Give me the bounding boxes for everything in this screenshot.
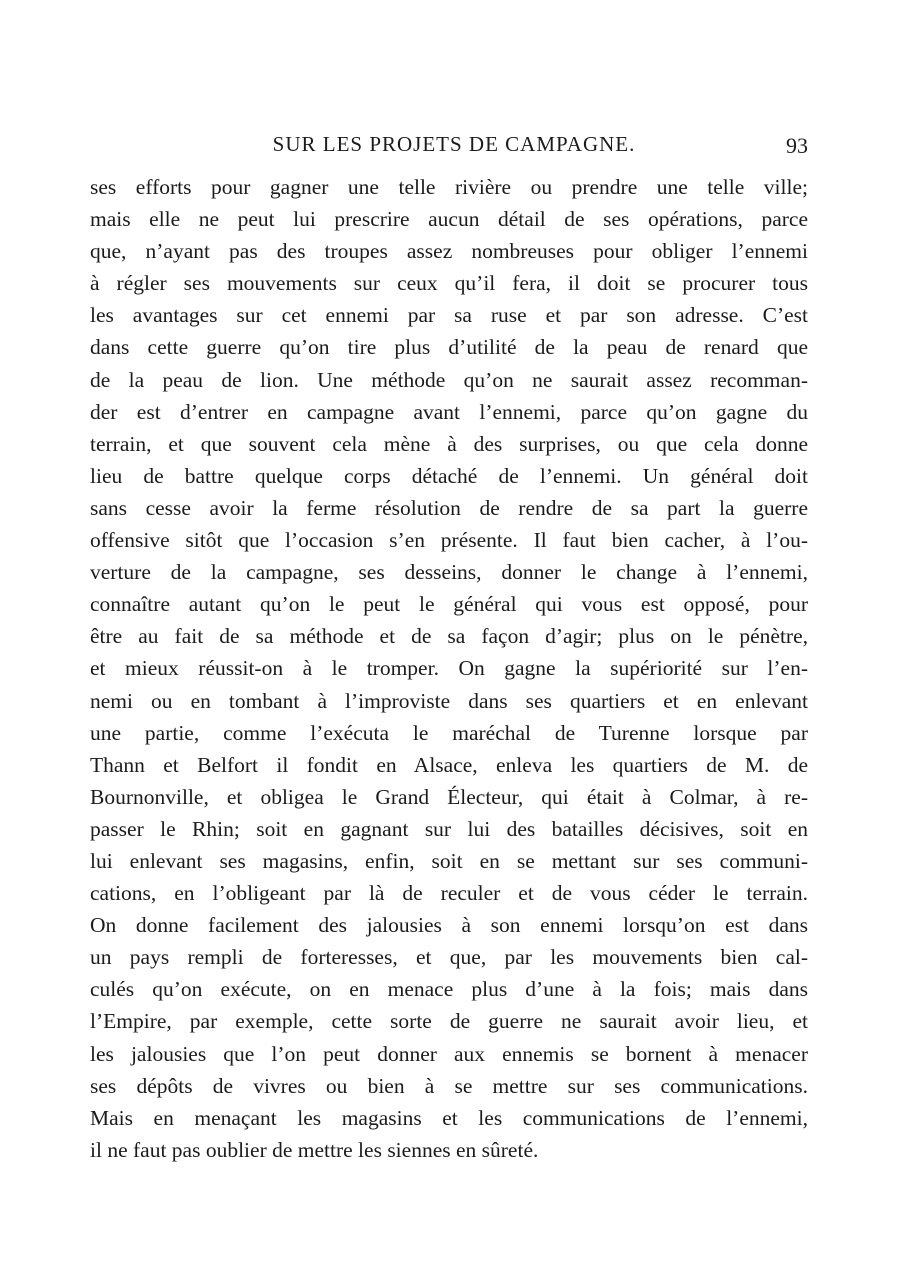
text-line: les jalousies que l’on peut donner aux ennemis se bornent à menacer bbox=[90, 1041, 808, 1066]
text-line: terrain, et que souvent cela mène à des surprises, ou que cela donne bbox=[90, 431, 808, 456]
body-text bbox=[90, 171, 808, 1166]
text-line: lieu de battre quelque corps détaché de l’ennemi. Un général doit bbox=[90, 463, 808, 488]
text-line: que, n’ayant pas des troupes assez nombreuses pour obliger l’ennemi bbox=[90, 239, 808, 264]
text-line: cations, en l’obligeant par là de reculer et de vous céder le terrain. bbox=[90, 881, 808, 906]
text-line: offensive sitôt que l’occasion s’en présente. Il faut bien cacher, à l’ou- bbox=[90, 528, 808, 553]
text-line: lui enlevant ses magasins, enfin, soit en se mettant sur ses communi- bbox=[90, 848, 808, 873]
text-line: verture de la campagne, ses desseins, donner le change à l’ennemi, bbox=[90, 560, 808, 585]
text-line: les avantages sur cet ennemi par sa ruse et par son adresse. C’est bbox=[90, 303, 808, 328]
text-line: et mieux réussit-on à le tromper. On gagne la supériorité sur l’en- bbox=[90, 656, 808, 681]
text-line: ses efforts pour gagner une telle rivière ou prendre une telle ville; bbox=[90, 175, 808, 199]
text-line: une partie, comme l’exécuta le maréchal de Turenne lorsque par bbox=[90, 720, 808, 745]
running-title: SUR LES PROJETS DE CAMPAGNE. bbox=[272, 132, 636, 156]
running-head bbox=[90, 124, 808, 164]
text-line: un pays rempli de forteresses, et que, par les mouvements bien cal- bbox=[90, 945, 808, 970]
text-line: connaître autant qu’on le peut le général qui vous est opposé, pour bbox=[90, 592, 808, 617]
text-line: nemi ou en tombant à l’improviste dans ses quartiers et en enlevant bbox=[90, 688, 808, 713]
text-line: être au fait de sa méthode et de sa façon d’agir; plus on le pénètre, bbox=[90, 624, 808, 649]
text-line: sans cesse avoir la ferme résolution de rendre de sa part la guerre bbox=[90, 495, 808, 520]
text-line: Bournonville, et obligea le Grand Électeur, qui était à Colmar, à re- bbox=[90, 784, 808, 809]
text-line: On donne facilement des jalousies à son ennemi lorsqu’on est dans bbox=[90, 913, 808, 938]
text-line: Mais en menaçant les magasins et les communications de l’ennemi, bbox=[90, 1105, 808, 1130]
text-line: ses dépôts de vivres ou bien à se mettre sur ses communications. bbox=[90, 1073, 808, 1098]
text-line: à régler ses mouvements sur ceux qu’il fera, il doit se procurer tous bbox=[90, 271, 808, 296]
text-line: passer le Rhin; soit en gagnant sur lui des batailles décisives, soit en bbox=[90, 816, 808, 841]
text-line: Thann et Belfort il fondit en Alsace, enleva les quartiers de M. de bbox=[90, 752, 808, 777]
text-line: der est d’entrer en campagne avant l’ennemi, parce qu’on gagne du bbox=[90, 399, 808, 424]
text-line: dans cette guerre qu’on tire plus d’utilité de la peau de renard que bbox=[90, 335, 808, 360]
text-line: l’Empire, par exemple, cette sorte de guerre ne saurait avoir lieu, et bbox=[90, 1009, 808, 1034]
text-line: mais elle ne peut lui prescrire aucun détail de ses opérations, parce bbox=[90, 207, 808, 232]
text-line: il ne faut pas oublier de mettre les siennes en sûreté. bbox=[90, 1137, 539, 1162]
page-number: 93 bbox=[786, 133, 808, 158]
text-line: de la peau de lion. Une méthode qu’on ne saurait assez recomman- bbox=[90, 367, 808, 392]
text-line: culés qu’on exécute, on en menace plus d’une à la fois; mais dans bbox=[90, 977, 808, 1002]
